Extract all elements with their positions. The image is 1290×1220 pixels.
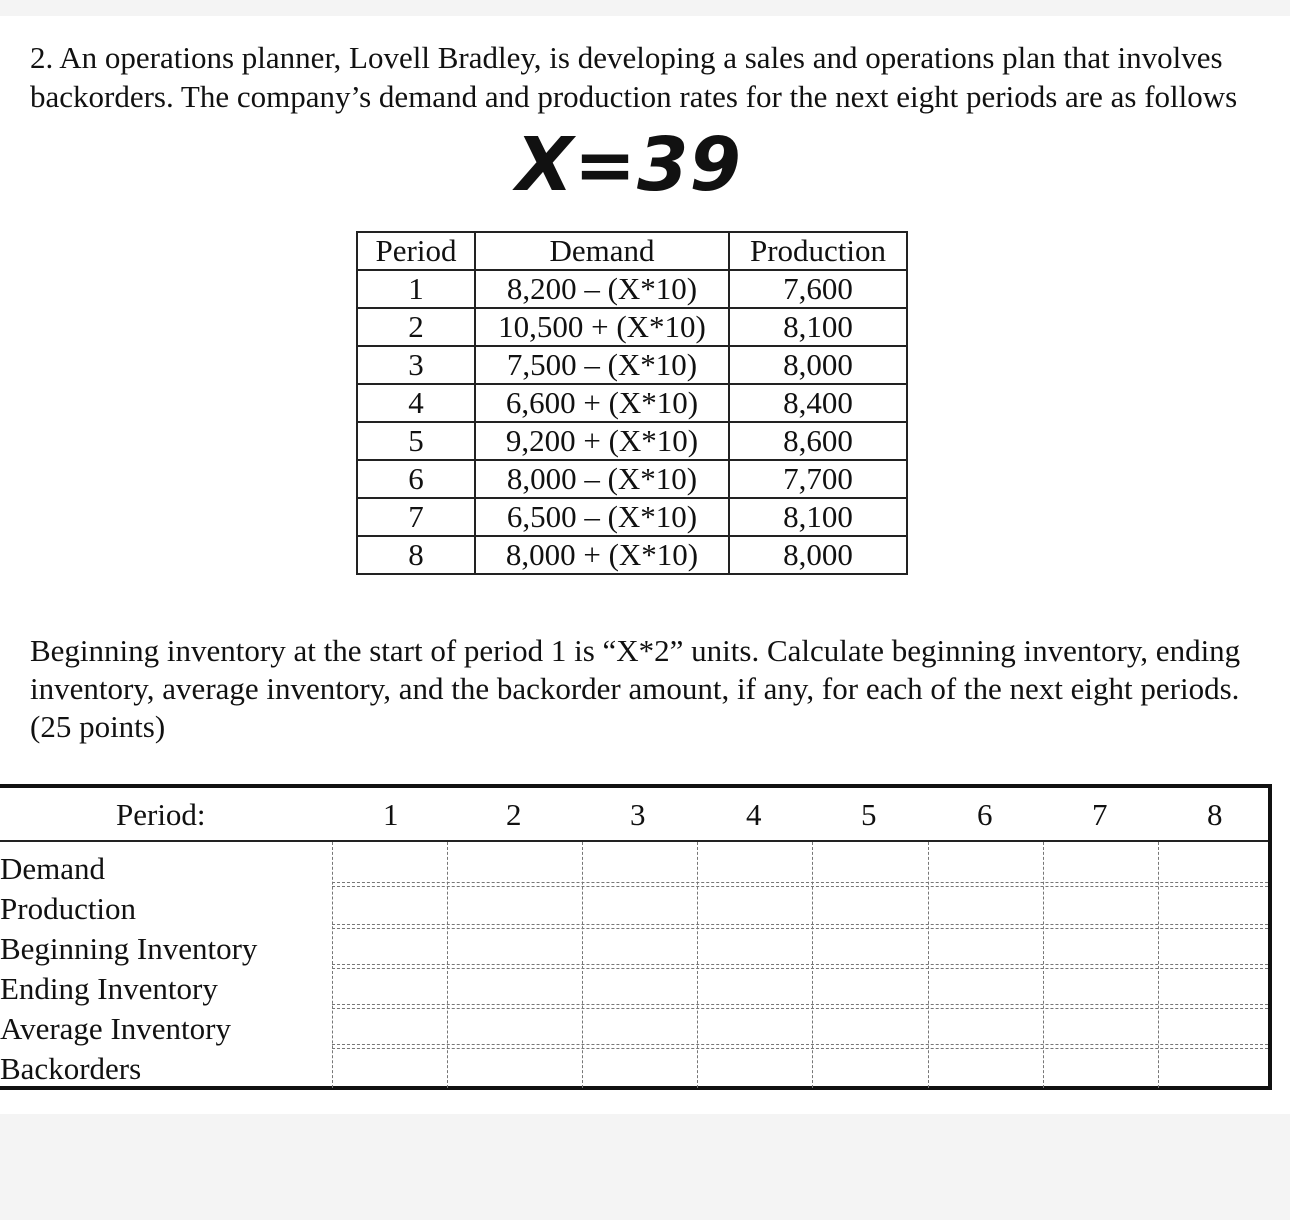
instructions-text: Beginning inventory at the start of period 1 is “X*2” units. Calculate beginning inventory, ending inventory, average inventory, and the backorder amount, if any, for each of the next eight periods. (25 points) <box>30 633 1241 744</box>
production-cell: 8,400 <box>729 384 907 422</box>
demand-cell: 8,000 + (X*10) <box>475 536 729 574</box>
demand-cell: 6,500 – (X*10) <box>475 498 729 536</box>
grid-divider <box>812 842 813 1088</box>
grid-row-divider <box>332 964 1268 965</box>
period-number: 7 <box>1092 797 1108 832</box>
grid-row-divider <box>332 1044 1268 1045</box>
period-number: 5 <box>861 797 877 832</box>
period-cell: 4 <box>357 384 475 422</box>
period-cell: 6 <box>357 460 475 498</box>
period-cell: 5 <box>357 422 475 460</box>
row-label-demand: Demand <box>0 851 106 886</box>
grid-row-divider <box>332 1004 1268 1005</box>
row-label-average-inventory: Average Inventory <box>0 1011 231 1046</box>
period-cell: 1 <box>357 270 475 308</box>
grid-divider <box>1043 842 1044 1088</box>
table-row <box>357 346 907 384</box>
table-row <box>357 460 907 498</box>
grid-row-divider <box>332 928 1268 929</box>
row-label-ending-inventory: Ending Inventory <box>0 971 218 1006</box>
answer-cells-area[interactable] <box>332 842 1272 1088</box>
table-row <box>357 536 907 574</box>
grid-divider <box>928 842 929 1088</box>
demand-cell: 10,500 + (X*10) <box>475 308 729 346</box>
demand-cell: 7,500 – (X*10) <box>475 346 729 384</box>
grid-row-divider <box>332 968 1268 969</box>
demand-production-table <box>356 231 908 575</box>
table-row <box>357 270 907 308</box>
demand-cell: 8,000 – (X*10) <box>475 460 729 498</box>
question-text: 2. An operations planner, Lovell Bradley, is developing a sales and operations plan that involves backorders. The company’s demand and production rates for the next eight periods are as follows <box>30 40 1238 114</box>
header-demand: Demand <box>475 232 729 270</box>
grid-row-divider <box>332 1048 1268 1049</box>
production-cell: 8,600 <box>729 422 907 460</box>
period-heading: Period: <box>116 797 206 832</box>
grid-row-divider <box>332 886 1268 887</box>
row-label-production: Production <box>0 891 137 926</box>
grid-row-divider <box>332 1008 1268 1009</box>
production-cell: 8,100 <box>729 498 907 536</box>
table-row <box>357 308 907 346</box>
production-cell: 8,000 <box>729 536 907 574</box>
period-number: 2 <box>506 797 522 832</box>
table-header-row <box>357 232 907 270</box>
header-production: Production <box>729 232 907 270</box>
grid-divider <box>697 842 698 1088</box>
production-cell: 7,600 <box>729 270 907 308</box>
period-cell: 2 <box>357 308 475 346</box>
grid-divider <box>1158 842 1159 1088</box>
row-label-backorders: Backorders <box>0 1051 142 1086</box>
row-label-beginning-inventory: Beginning Inventory <box>0 931 258 966</box>
demand-cell: 8,200 – (X*10) <box>475 270 729 308</box>
production-cell: 8,100 <box>729 308 907 346</box>
header-period: Period <box>357 232 475 270</box>
period-cell: 8 <box>357 536 475 574</box>
worksheet-page <box>0 16 1290 1114</box>
demand-cell: 6,600 + (X*10) <box>475 384 729 422</box>
demand-cell: 9,200 + (X*10) <box>475 422 729 460</box>
period-number: 1 <box>383 797 399 832</box>
table-row <box>357 384 907 422</box>
production-cell: 7,700 <box>729 460 907 498</box>
grid-divider <box>582 842 583 1088</box>
period-number: 6 <box>977 797 993 832</box>
production-cell: 8,000 <box>729 346 907 384</box>
period-number: 3 <box>630 797 646 832</box>
answer-grid <box>0 784 1272 1090</box>
period-cell: 3 <box>357 346 475 384</box>
grid-row-divider <box>332 882 1268 883</box>
period-number: 8 <box>1207 797 1223 832</box>
grid-divider <box>447 842 448 1088</box>
table-row <box>357 498 907 536</box>
x-value-label: X=39 <box>516 122 743 208</box>
grid-row-divider <box>332 924 1268 925</box>
grid-divider <box>332 842 333 1088</box>
period-number: 4 <box>746 797 762 832</box>
table-row <box>357 422 907 460</box>
answer-grid-header <box>0 788 1268 842</box>
period-cell: 7 <box>357 498 475 536</box>
